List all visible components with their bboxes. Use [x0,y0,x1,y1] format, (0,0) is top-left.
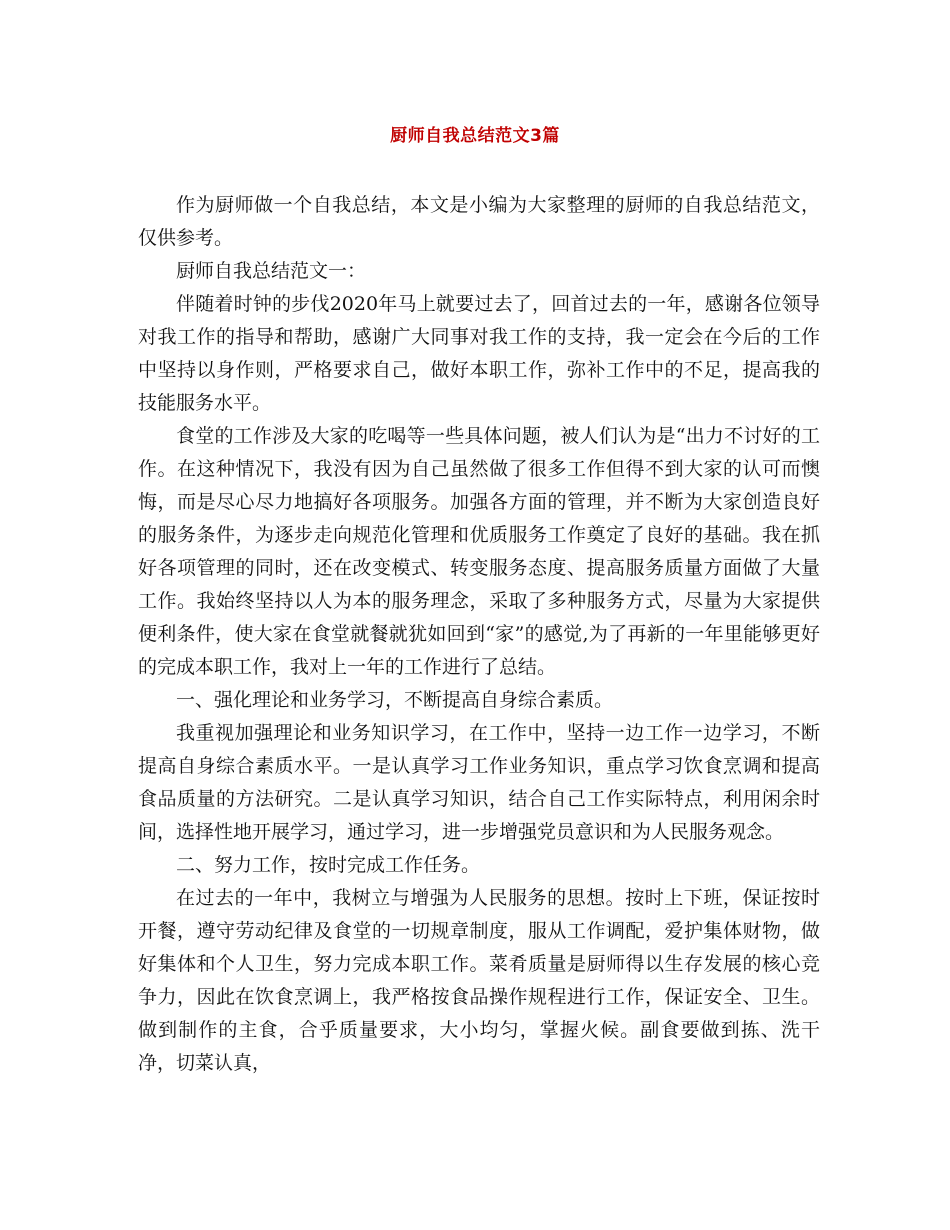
document-body [138,189,820,1080]
paragraph-heading-work: 二、努力工作，按时完成工作任务。 [176,854,481,876]
paragraph-section-heading: 厨师自我总结范文一： [176,260,367,282]
document-title: 厨师自我总结范文3篇 [390,126,560,146]
paragraph-opening: 伴随着时钟的步伐2020年马上就要过去了，回首过去的一年，感谢各位领导对我工作的指导和帮助，感谢广大同事对我工作的支持，我一定会在今后的工作中坚持以身作则，严格要求自己，做好本职工作，弥补工作中的不足，提高我的技能服务水平。 [138,293,820,414]
paragraph-heading-study: 一、强化理论和业务学习，不断提高自身综合素质。 [176,689,614,711]
paragraph-study: 我重视加强理论和业务知识学习，在工作中，坚持一边工作一边学习，不断提高自身综合素质水平。一是认真学习工作业务知识，重点学习饮食烹调和提高食品质量的方法研究。二是认真学习知识，结合自己工作实际特点，利用闲余时间，选择性地开展学习，通过学习，进一步增强党员意识和为人民服务观念。 [138,722,820,843]
paragraph-work: 在过去的一年中，我树立与增强为人民服务的思想。按时上下班，保证按时开餐，遵守劳动纪律及食堂的一切规章制度，服从工作调配，爱护集体财物，做好集体和个人卫生，努力完成本职工作。菜肴质量是厨师得以生存发展的核心竞争力，因此在饮食烹调上，我严格按食品操作规程进行工作，保证安全、卫生。做到制作的主食，合乎质量要求，大小均匀，掌握火候。副食要做到拣、洗干净，切菜认真， [138,887,820,1074]
paragraph-intro: 作为厨师做一个自我总结，本文是小编为大家整理的厨师的自我总结范文，仅供参考。 [138,194,820,249]
paragraph-canteen-work: 食堂的工作涉及大家的吃喝等一些具体问题，被人们认为是“出力不讨好的工作。在这种情况下，我没有因为自己虽然做了很多工作但得不到大家的认可而懊悔，而是尽心尽力地搞好各项服务。加强各方面的管理，并不断为大家创造良好的服务条件，为逐步走向规范化管理和优质服务工作奠定了良好的基础。我在抓好各项管理的同时，还在改变模式、转变服务态度、提高服务质量方面做了大量工作。我始终坚持以人为本的服务理念，采取了多种服务方式，尽量为大家提供便利条件，使大家在食堂就餐就犹如回到“家”的感觉,为了再新的一年里能够更好的完成本职工作，我对上一年的工作进行了总结。 [138,425,820,678]
